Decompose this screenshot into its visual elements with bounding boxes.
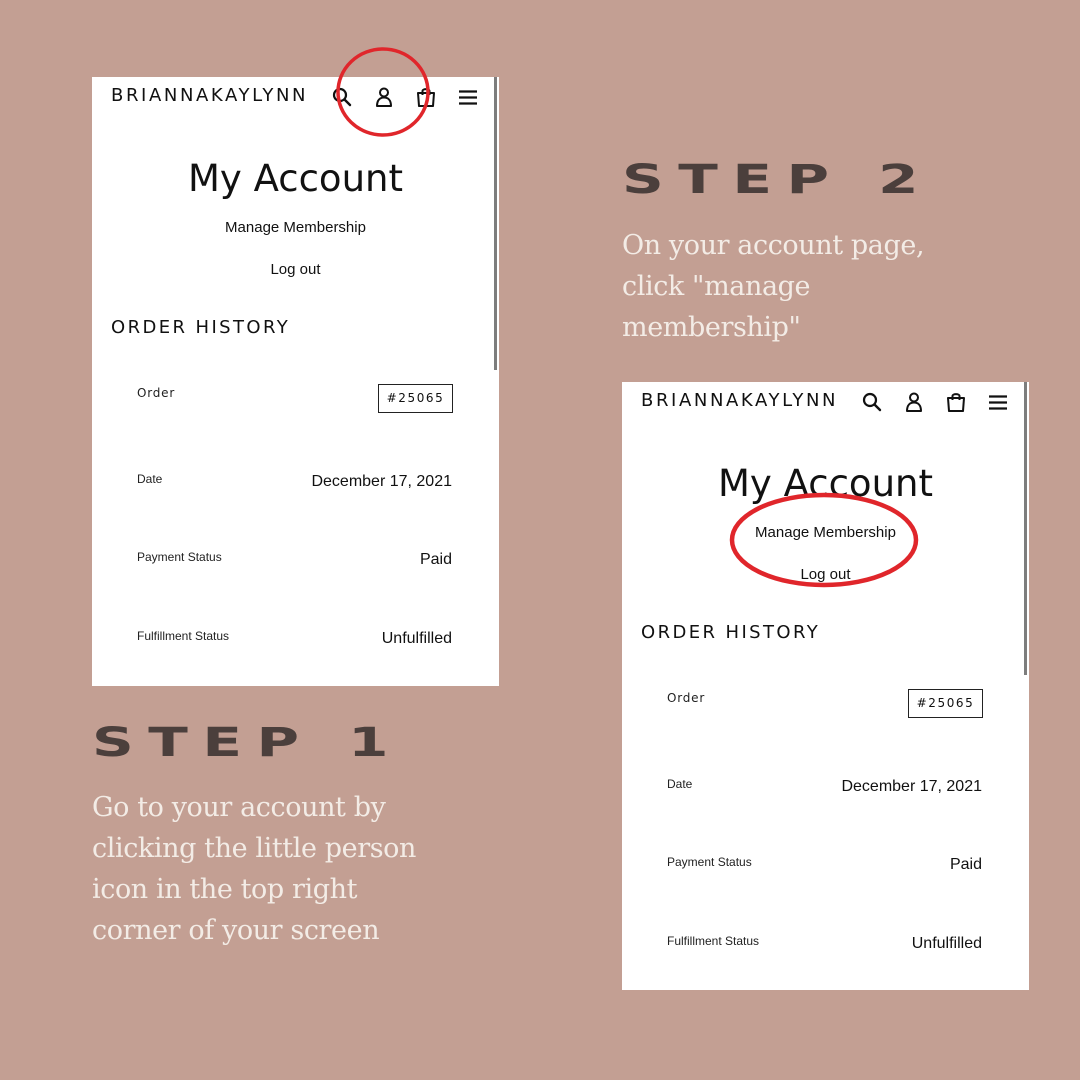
date-value: December 17, 2021 xyxy=(311,473,452,490)
step1-line: Go to your account by xyxy=(92,792,386,823)
step2-line: click "manage xyxy=(622,271,811,302)
brand-logo[interactable]: BRIANNAKAYLYNN xyxy=(641,390,839,411)
step2-description xyxy=(622,225,924,348)
order-label: Order xyxy=(137,386,176,400)
order-number-button[interactable]: #25065 xyxy=(908,689,983,718)
brand-logo[interactable]: BRIANNAKAYLYNN xyxy=(111,85,309,106)
payment-status-label: Payment Status xyxy=(667,855,752,869)
order-label: Order xyxy=(667,691,706,705)
date-value: December 17, 2021 xyxy=(841,778,982,795)
payment-status-label: Payment Status xyxy=(137,550,222,564)
fulfillment-status-value: Unfulfilled xyxy=(381,630,452,647)
account-screenshot-step2 xyxy=(622,382,1029,990)
account-screenshot-step1 xyxy=(92,77,499,686)
menu-icon[interactable] xyxy=(986,390,1010,414)
step1-line: corner of your screen xyxy=(92,915,380,946)
step2-line: membership" xyxy=(622,312,801,343)
logout-link[interactable]: Log out xyxy=(800,566,851,583)
step2-title: STEP 2 xyxy=(622,157,934,203)
fulfillment-status-value: Unfulfilled xyxy=(911,935,982,952)
fulfillment-status-label: Fulfillment Status xyxy=(667,934,760,948)
order-number-button[interactable]: #25065 xyxy=(378,384,453,413)
step1-line: clicking the little person xyxy=(92,833,417,864)
date-label: Date xyxy=(667,777,693,791)
search-icon[interactable] xyxy=(330,85,354,109)
manage-membership-link[interactable]: Manage Membership xyxy=(225,219,366,236)
order-history-heading: ORDER HISTORY xyxy=(641,622,821,643)
fulfillment-status-label: Fulfillment Status xyxy=(137,629,230,643)
shopping-bag-icon[interactable] xyxy=(414,85,438,109)
page-title: My Account xyxy=(188,157,403,200)
step1-line: icon in the top right xyxy=(92,874,358,905)
user-icon[interactable] xyxy=(372,85,396,109)
date-label: Date xyxy=(137,472,163,486)
user-icon[interactable] xyxy=(902,390,926,414)
payment-status-value: Paid xyxy=(949,856,982,873)
logout-link[interactable]: Log out xyxy=(270,261,321,278)
payment-status-value: Paid xyxy=(419,551,452,568)
step1-title: STEP 1 xyxy=(92,720,404,766)
shopping-bag-icon[interactable] xyxy=(944,390,968,414)
search-icon[interactable] xyxy=(860,390,884,414)
step2-line: On your account page, xyxy=(622,230,925,261)
step1-description xyxy=(92,787,416,951)
order-history-heading: ORDER HISTORY xyxy=(111,317,291,338)
manage-membership-link[interactable]: Manage Membership xyxy=(755,524,896,541)
menu-icon[interactable] xyxy=(456,85,480,109)
page-title: My Account xyxy=(718,462,933,505)
